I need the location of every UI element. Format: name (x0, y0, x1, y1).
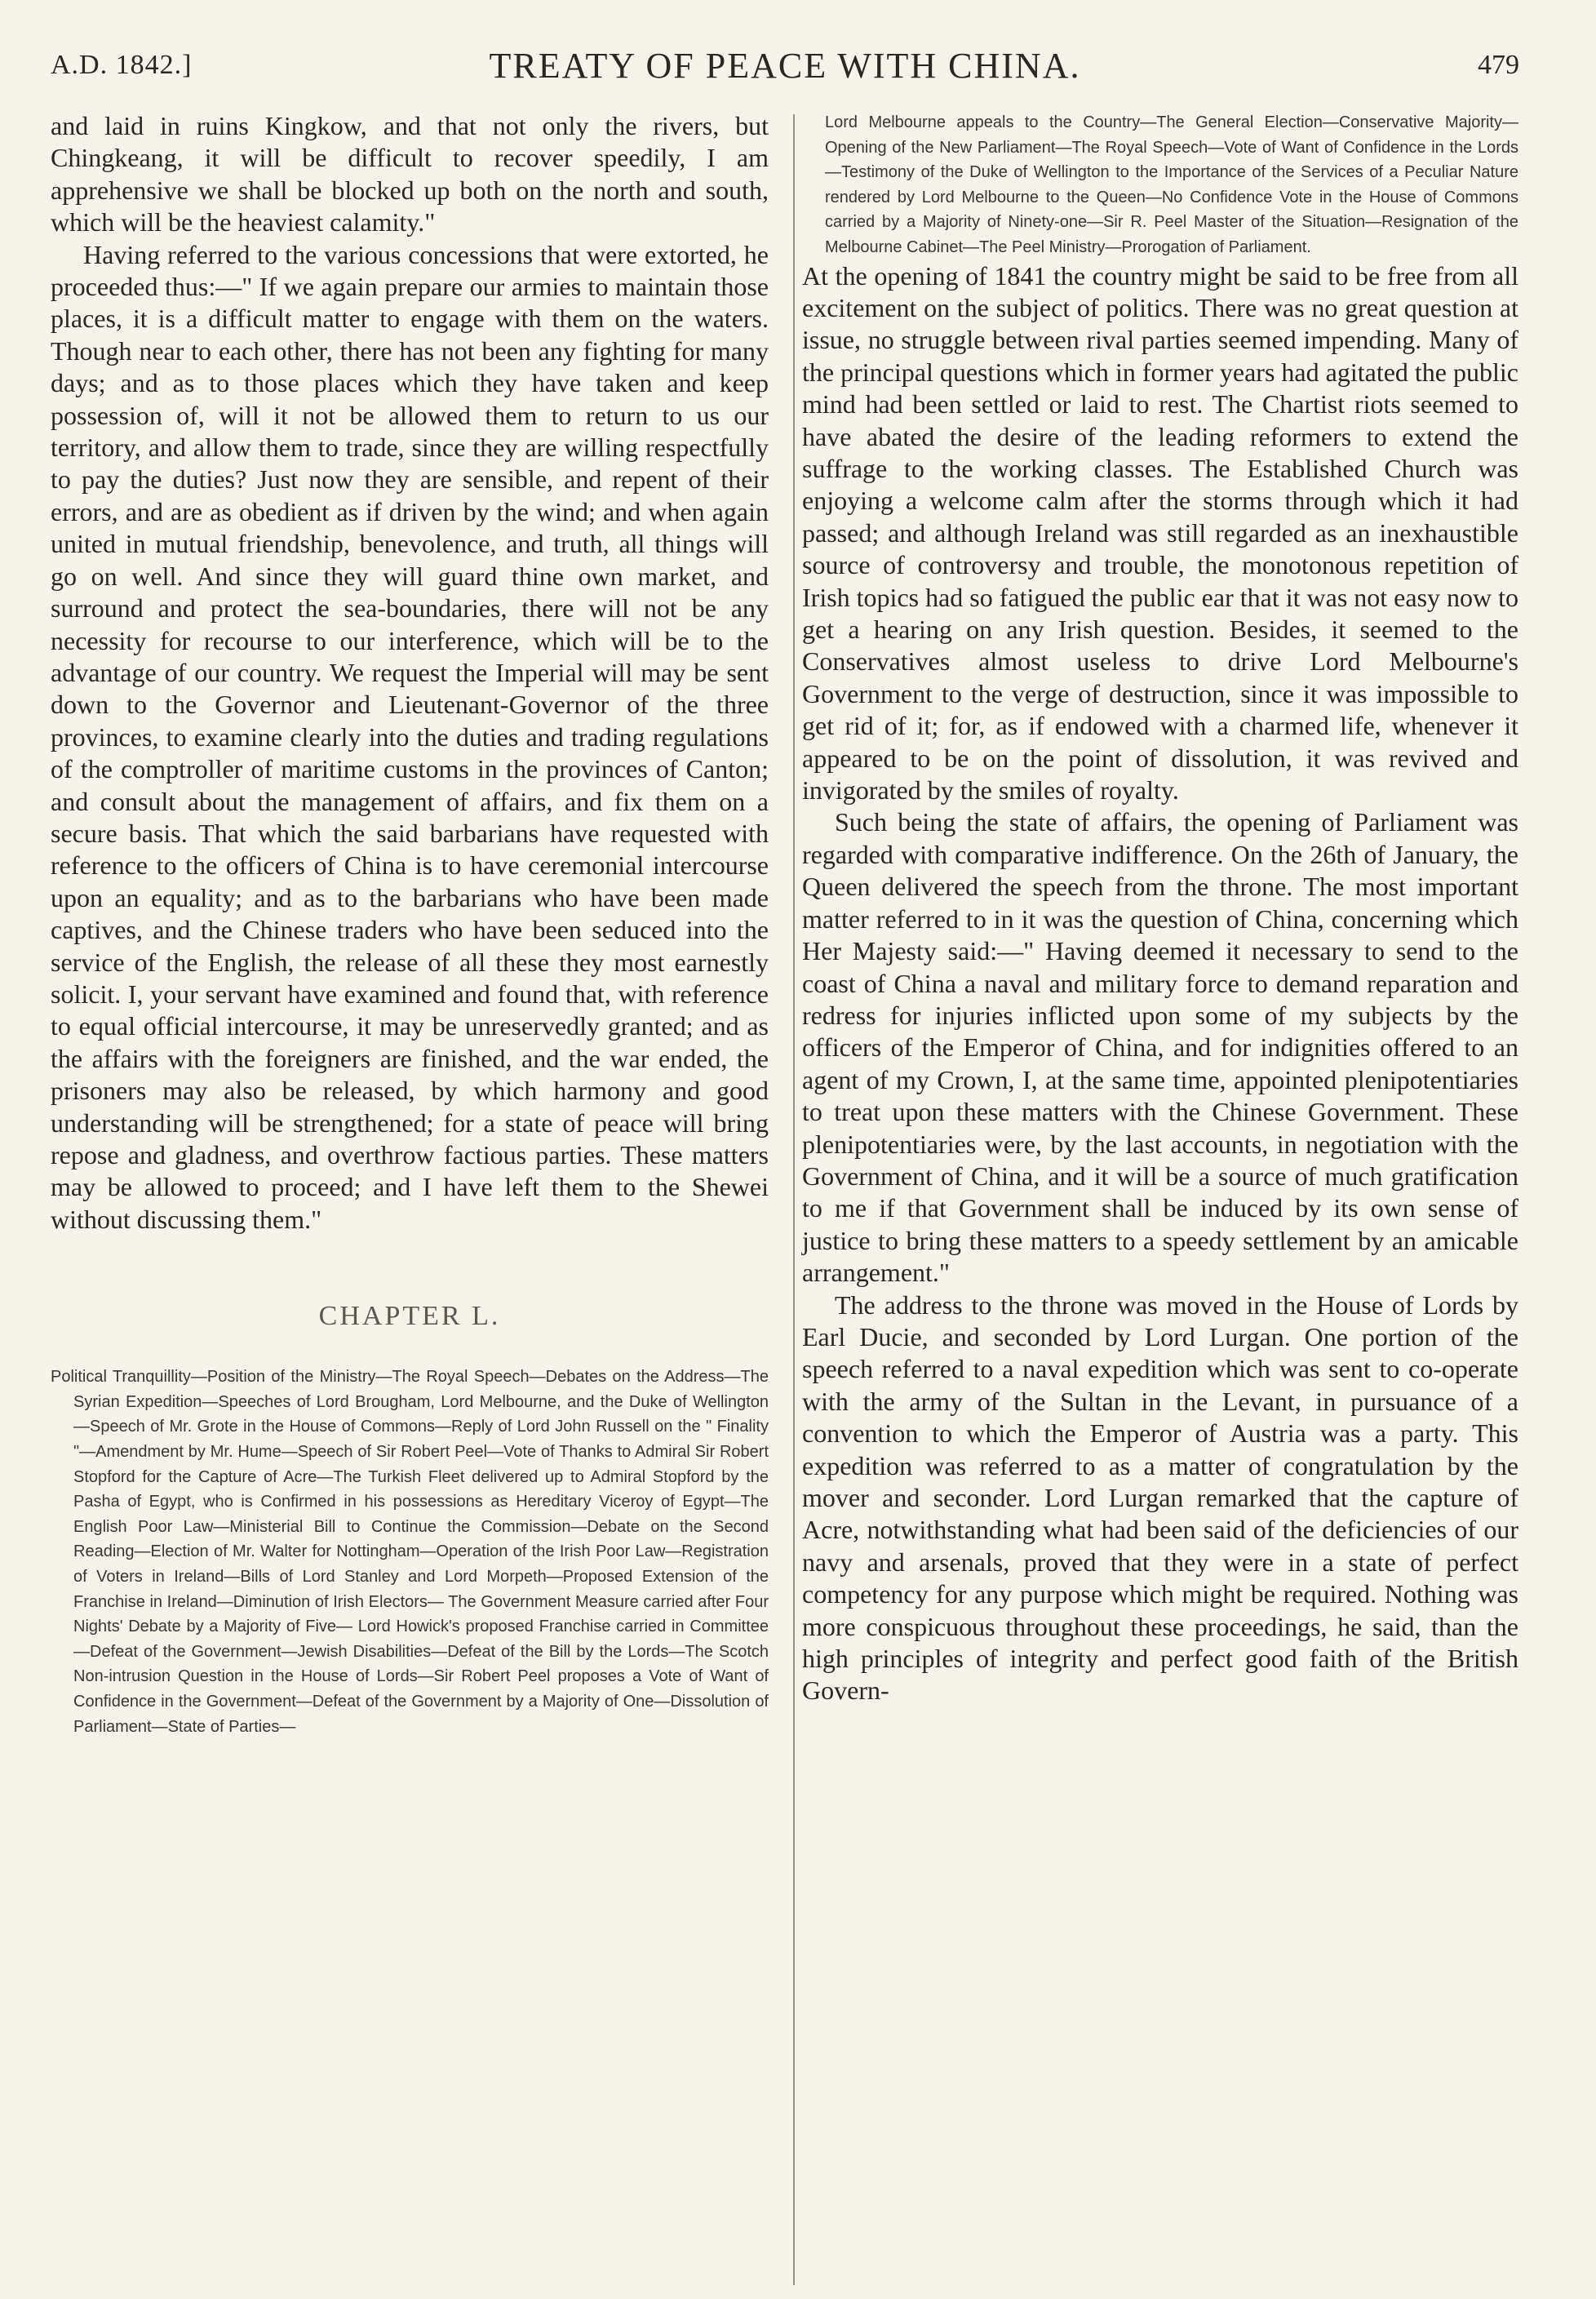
left-column (51, 110, 769, 1739)
running-header (51, 45, 1519, 94)
right-column (802, 110, 1518, 1707)
right-paragraph-2: Such being the state of affairs, the opening of Parliament was regarded with comparative indifference. On the 26th of January, the Queen delivered the speech from the throne. The most important matter referred to in it was the question of China, concerning which Her Majesty said:—" Having deemed it necessary to send to the coast of China a naval and military force to demand reparation and redress for injuries inflicted upon some of my subjects by the officers of the Emperor of China, and for indignities offered to an agent of my Crown, I, at the same time, appointed plenipotentiaries to treat upon these matters with the Chinese Government. These plenipotentiaries were, by the last accounts, in negotiation with the Government of China, and it will be a source of much gratification to me if that Government shall be induced by its own sense of justice to bring these matters to a speedy settlement by an amicable arrangement." (802, 807, 1518, 1288)
chapter-summary-continued: Lord Melbourne appeals to the Country—The General Election—Conservative Majority—Opening of the New Parliament—The Royal Speech—Vote of Want of Confidence in the Lords—Testimony of the Duke of Wellington to the Importance of the Services of a Peculiar Nature rendered by Lord Melbourne to the Queen—No Confidence Vote in the House of Commons carried by a Majority of Ninety-one—Sir R. Peel Master of the Situation—Resignation of the Melbourne Cabinet—The Peel Ministry—Prorogation of Parliament. (825, 113, 1518, 256)
page-number: 479 (1478, 50, 1519, 80)
chapter-summary: Political Tranquillity—Position of the Ministry—The Royal Speech—Debates on the Address—The Syrian Expedition—Speeches of Lord Brougham, Lord Melbourne, and the Duke of Wellington—Speech of Mr. Grote in the House of Commons—Reply of Lord John Russell on the " Finality "—Amendment by Mr. Hume—Speech of Sir Robert Peel—Vote of Thanks to Admiral Sir Robert Stopford for the Capture of Acre—The Turkish Fleet delivered up to Admiral Stopford by the Pasha of Egypt, who is Confirmed in his possessions as Hereditary Viceroy of Egypt—The English Poor Law—Ministerial Bill to Continue the Commission—Debate on the Second Reading—Election of Mr. Walter for Nottingham—Operation of the Irish Poor Law—Registration of Voters in Ireland—Bills of Lord Stanley and Lord Morpeth—Proposed Extension of the Franchise in Ireland—Diminution of Irish Electors— The Government Measure carried after Four Nights' Debate by a Majority of Five— Lord Howick's proposed Franchise carried in Committee—Defeat of the Government—Jewish Disabilities—Defeat of the Bill by the Lords—The Scotch Non-intrusion Question in the House of Lords—Sir Robert Peel proposes a Vote of Want of Confidence in the Government—Defeat of the Government by a Majority of One—Dissolution of Parliament—State of Parties— (51, 1368, 769, 1736)
header-date: A.D. 1842.] (51, 50, 193, 80)
column-divider (793, 114, 795, 2285)
header-title: TREATY OF PEACE WITH CHINA. (489, 46, 1081, 86)
left-paragraph-1: and laid in ruins Kingkow, and that not only the rivers, but Chingkeang, it will be difficult to recover speedily, I am apprehensive we shall be blocked up both on the north and south, which will be the heaviest calamity." (51, 111, 769, 237)
chapter-heading: CHAPTER L. (318, 1301, 501, 1332)
left-paragraph-2: Having referred to the various concessions that were extorted, he proceeded thus:—" If we again prepare our armies to maintain those places, it is a difficult matter to engage with them on the waters. Though near to each other, there has not been any fighting for many days; and as to those places which they have taken and keep possession of, will it not be allowed them to return to us our territory, and allow them to trade, since they are willing respectfully to pay the duties? Just now they are sensible, and repent of their errors, and are as obedient as if driven by the wind; and when again united in mutual friendship, benevolence, and truth, all things will go on well. And since they will guard thine own market, and surround and protect the sea-boundaries, there will not be any necessity for recourse to our interference, which will be to the advantage of our country. We request the Imperial will may be sent down to the Governor and Lieutenant-Governor of the three provinces, to examine clearly into the duties and trading regulations of the comptroller of maritime customs in the provinces of Canton; and consult about the management of affairs, and fix them on a secure basis. That which the said barbarians have requested with reference to the officers of China is to have ceremonial intercourse upon an equality; and as to the barbarians who have been made captives, and the Chinese traders who have been seduced into the service of the English, the release of all these they most earnestly solicit. I, your servant have examined and found that, with reference to equal official intercourse, it may be unreservedly granted; and as the affairs with the foreigners are finished, and the war ended, the prisoners may also be released, by which harmony and good understanding will be strengthened; for a state of peace will bring repose and gladness, and overthrow factious parties. These matters may be allowed to proceed; and I have left them to the Shewei without discussing them." (51, 239, 769, 1234)
right-paragraph-1: At the opening of 1841 the country might be said to be free from all excitement on the subject of politics. There was no great question at issue, no struggle between rival parties seemed impending. Many of the principal questions which in former years had agitated the public mind had been settled or laid to rest. The Chartist riots seemed to have abated the desire of the leading reformers to extend the suffrage to the working classes. The Established Church was enjoying a welcome calm after the storms through which it had passed; and although Ireland was still regarded as an inexhaustible source of controversy and trouble, the monotonous repetition of Irish topics had so fatigued the public ear that it was not easy now to get a hearing on any Irish question. Besides, it seemed to the Conservatives almost useless to drive Lord Melbourne's Government to the verge of destruction, since it was impossible to get rid of it; for, as if endowed with a charmed life, whenever it appeared to be on the point of dissolution, it was revived and invigorated by the smiles of royalty. (802, 260, 1519, 806)
right-paragraph-3: The address to the throne was moved in the House of Lords by Earl Ducie, and seconded by Lord Lurgan. One portion of the speech referred to a naval expedition which was sent to co-operate with the army of the Sultan in the Levant, in pursuance of a convention to which the Emperor of Austria was a party. This expedition was referred to as a matter of congratulation by the mover and seconder. Lord Lurgan remarked that the capture of Acre, notwithstanding what had been said of the deficiencies of our navy and arsenals, proved that they were in a state of perfect competency for any purpose which might be required. Nothing was more conspicuous throughout these proceedings, he said, than the high principles of integrity and perfect good faith of the British Govern- (802, 1289, 1518, 1706)
